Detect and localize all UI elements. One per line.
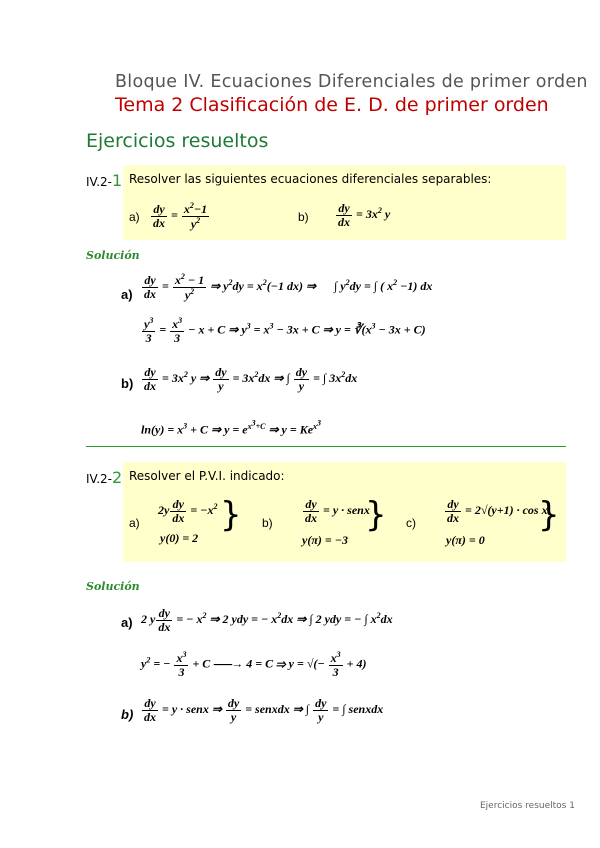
exercise-1-statement: Resolver las siguientes ecuaciones diferenciales separables: xyxy=(129,172,492,186)
ex2-item-b-equation: $\frac{dy}{dx}$ = y · senx xyxy=(305,497,370,525)
exercise-2-statement: Resolver el P.V.I. indicado: xyxy=(129,469,285,483)
ex2-item-a-label: a) xyxy=(129,516,140,530)
ex2-sol-a-line2: $y^2$ = − $\frac{x^3}{3}$ + C ⎯⎯⎯→ 4 = C ⇒ y = √(− $\frac{x^3}{3}$ + 4) xyxy=(141,650,367,679)
exercise-2-prefix: IV.2- xyxy=(86,472,112,486)
exercise-1-label xyxy=(86,171,122,190)
exercise-2-label xyxy=(86,468,122,487)
exercise-1-number: 1 xyxy=(111,171,123,190)
ex2-item-a-condition: y(0) = 2 xyxy=(160,531,199,545)
ex2-item-a-equation: 2y $\frac{dy}{dx}$ = $-x^2$ xyxy=(158,497,218,525)
ex2-solution-heading: Solución xyxy=(86,580,140,593)
ex1-item-b-label: b) xyxy=(298,210,309,224)
ex2-sol-b-label: b) xyxy=(121,707,134,722)
ex1-solution-heading: Solución xyxy=(86,249,140,262)
ex1-sol-b-line1: $\frac{dy}{dx}$ = $3x^2$ y ⇒ $\frac{dy}{y}$ = $3x^2dx$ ⇒ ∫ $\frac{dy}{y}$ = ∫ $3x^2dx$ xyxy=(144,365,358,393)
ex2-sol-b-line1: $\frac{dy}{dx}$ = y · senx ⇒ $\frac{dy}{y}$ = senxdx ⇒ ∫ $\frac{dy}{y}$ = ∫ senxdx xyxy=(144,696,384,724)
block-title: Bloque IV. Ecuaciones Diferenciales de primer orden xyxy=(115,72,588,92)
ex2-item-c-label: c) xyxy=(406,516,416,530)
ex1-sol-a-label: a) xyxy=(121,287,133,302)
ex1-sol-b-line2: $\ln(y) = x^3 + C$ ⇒ $y = e^{x^3+C}$ ⇒ $y = Ke^{x^3}$ xyxy=(141,418,322,437)
exercise-2-number: 2 xyxy=(111,468,123,487)
ex1-sol-b-label: b) xyxy=(121,376,134,391)
ex2-sol-a-label: a) xyxy=(121,615,133,630)
ex2-sol-a-line1: 2 y $\frac{dy}{dx}$ = − $x^2$ ⇒ 2 ydy = − $x^2dx$ ⇒ ∫ 2 ydy = − ∫ $x^2dx$ xyxy=(141,606,393,634)
page-footer: Ejercicios resueltos 1 xyxy=(480,801,575,811)
ex2-item-b-condition: y(π) = −3 xyxy=(302,533,348,547)
ex1-item-a-equation: $\frac{dy}{dx}$ = $\frac{x^2-1}{y^2}$ xyxy=(153,201,208,231)
ex1-sol-a-line2: $\frac{y^3}{3}$ = $\frac{x^3}{3}$ − x + C ⇒ $y^3 = x^3 - 3x + C$ ⇒ $y = ∛(x^3 - 3x + C)$ xyxy=(144,316,426,345)
section-title: Ejercicios resueltos xyxy=(86,130,269,152)
ex2-item-b-brace: } xyxy=(365,495,387,535)
ex2-item-c-condition: y(π) = 0 xyxy=(446,533,485,547)
ex2-item-c-brace: } xyxy=(538,495,560,535)
ex2-item-b-label: b) xyxy=(262,516,273,530)
ex2-item-a-brace: } xyxy=(220,495,242,535)
exercise-divider xyxy=(86,446,566,447)
topic-title: Tema 2 Clasificación de E. D. de primer orden xyxy=(115,94,549,116)
ex1-item-a-label: a) xyxy=(129,210,140,224)
ex1-sol-a-line1: $\frac{dy}{dx}$ = $\frac{x^2 - 1}{y^2}$ ⇒ $y^2dy = x^2(-1$ dx) ⇒ ∫ $y^2dy$ = ∫ ( $x^2 -1$) dx xyxy=(144,272,433,302)
ex2-item-c-equation: $\frac{dy}{dx}$ = 2√(y+1) · cos x xyxy=(447,497,548,525)
exercise-1-prefix: IV.2- xyxy=(86,175,112,189)
ex1-item-b-equation: $\frac{dy}{dx}$ = $3x^2$ y xyxy=(338,201,391,229)
